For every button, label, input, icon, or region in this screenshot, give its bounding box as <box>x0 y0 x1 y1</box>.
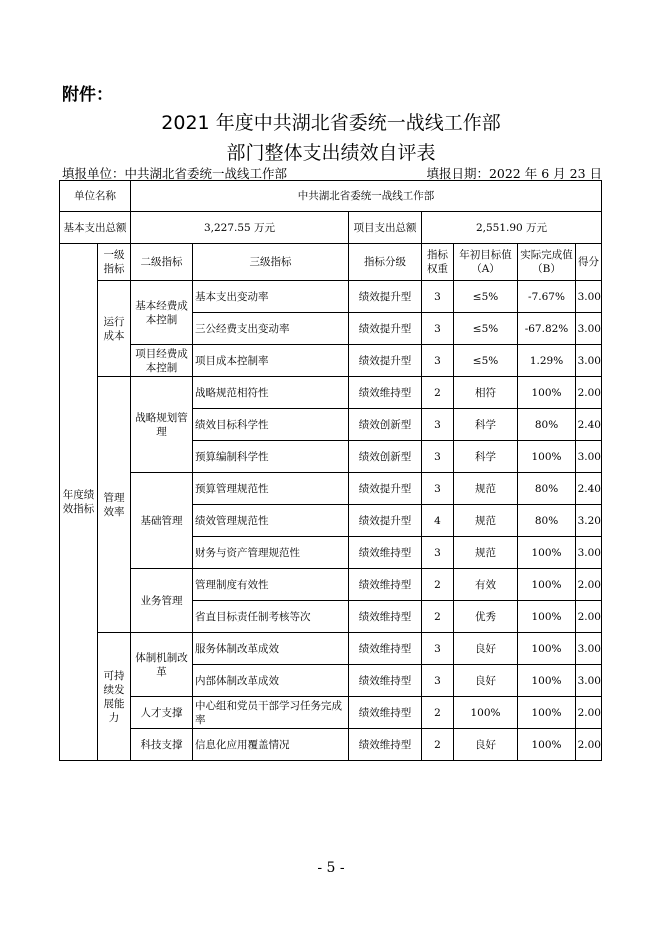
page-number: - 5 - <box>317 860 345 876</box>
group-business-management: 业务管理 <box>131 569 193 633</box>
row-11-weight: 3 <box>422 633 454 665</box>
row-6-actual: 80% <box>518 473 576 505</box>
row-9-actual: 100% <box>518 569 576 601</box>
row-9-score: 2.00 <box>576 569 602 601</box>
row-3-actual: 100% <box>518 377 576 409</box>
row-14-target: 良好 <box>454 729 518 761</box>
group-tech-support: 科技支撑 <box>131 729 193 761</box>
row-4-target: 科学 <box>454 409 518 441</box>
group-basic-management: 基础管理 <box>131 473 193 569</box>
row-14-actual: 100% <box>518 729 576 761</box>
annual-indicator-label: 年度绩效指标 <box>60 244 98 761</box>
row-0-target: ≤5% <box>454 281 518 313</box>
basic-expense-value: 3,227.55 万元 <box>131 212 349 244</box>
fill-unit: 填报单位：中共湖北省委统一战线工作部 <box>62 166 288 181</box>
row-10-score: 2.00 <box>576 601 602 633</box>
row-4-name: 绩效目标科学性 <box>193 409 349 441</box>
row-8-name: 财务与资产管理规范性 <box>193 537 349 569</box>
row-11-target: 良好 <box>454 633 518 665</box>
row-1-weight: 3 <box>422 313 454 345</box>
row-0-score: 3.00 <box>576 281 602 313</box>
row-9-weight: 2 <box>422 569 454 601</box>
row-2-weight: 3 <box>422 345 454 377</box>
row-13-score: 2.00 <box>576 697 602 729</box>
row-3-weight: 2 <box>422 377 454 409</box>
title-line-2: 部门整体支出绩效自评表 <box>226 142 436 164</box>
row-1-score: 3.00 <box>576 313 602 345</box>
row-14-score: 2.00 <box>576 729 602 761</box>
group-sustainable-development: 可持续发展能力 <box>98 633 131 761</box>
row-11-score: 3.00 <box>576 633 602 665</box>
row-7-score: 3.20 <box>576 505 602 537</box>
row-3-name: 战略规范相符性 <box>193 377 349 409</box>
row-5-score: 3.00 <box>576 441 602 473</box>
row-1-target: ≤5% <box>454 313 518 345</box>
header-actual: 实际完成值（B） <box>518 244 576 281</box>
row-13-weight: 2 <box>422 697 454 729</box>
row-13-actual: 100% <box>518 697 576 729</box>
row-0-weight: 3 <box>422 281 454 313</box>
row-12-actual: 100% <box>518 665 576 697</box>
row-8-target: 规范 <box>454 537 518 569</box>
row-9-name: 管理制度有效性 <box>193 569 349 601</box>
row-11-type: 绩效维持型 <box>349 633 422 665</box>
unit-name-value: 中共湖北省委统一战线工作部 <box>131 181 602 212</box>
row-7-actual: 80% <box>518 505 576 537</box>
row-4-actual: 80% <box>518 409 576 441</box>
row-6-type: 绩效提升型 <box>349 473 422 505</box>
row-12-type: 绩效维持型 <box>349 665 422 697</box>
row-11-name: 服务体制改革成效 <box>193 633 349 665</box>
row-14-weight: 2 <box>422 729 454 761</box>
header-target: 年初目标值（A） <box>454 244 518 281</box>
row-2-name: 项目成本控制率 <box>193 345 349 377</box>
row-7-weight: 4 <box>422 505 454 537</box>
row-2-target: ≤5% <box>454 345 518 377</box>
row-8-score: 3.00 <box>576 537 602 569</box>
row-5-target: 科学 <box>454 441 518 473</box>
group-management-efficiency: 管理效率 <box>98 377 131 633</box>
header-score: 得分 <box>576 244 602 281</box>
row-11-actual: 100% <box>518 633 576 665</box>
header-level2: 二级指标 <box>131 244 193 281</box>
row-13-target: 100% <box>454 697 518 729</box>
row-4-weight: 3 <box>422 409 454 441</box>
row-14-type: 绩效维持型 <box>349 729 422 761</box>
row-1-actual: -67.82% <box>518 313 576 345</box>
evaluation-table <box>59 180 602 761</box>
row-7-type: 绩效提升型 <box>349 505 422 537</box>
row-5-type: 绩效创新型 <box>349 441 422 473</box>
group-system-reform: 体制机制改革 <box>131 633 193 697</box>
row-10-actual: 100% <box>518 601 576 633</box>
attachment-label: 附件： <box>62 85 113 105</box>
group-talent-support: 人才支撑 <box>131 697 193 729</box>
row-0-name: 基本支出变动率 <box>193 281 349 313</box>
group-strategy-management: 战略规划管理 <box>131 377 193 473</box>
title-line-1: 2021 年度中共湖北省委统一战线工作部 <box>161 112 501 134</box>
row-10-type: 绩效维持型 <box>349 601 422 633</box>
row-12-target: 良好 <box>454 665 518 697</box>
row-12-score: 3.00 <box>576 665 602 697</box>
row-4-type: 绩效创新型 <box>349 409 422 441</box>
row-2-score: 3.00 <box>576 345 602 377</box>
fill-info-row <box>62 164 602 180</box>
header-level3: 三级指标 <box>193 244 349 281</box>
row-0-type: 绩效提升型 <box>349 281 422 313</box>
group-project-cost-control: 项目经费成本控制 <box>131 345 193 377</box>
row-6-weight: 3 <box>422 473 454 505</box>
row-7-target: 规范 <box>454 505 518 537</box>
header-weight: 指标权重 <box>422 244 454 281</box>
row-9-type: 绩效维持型 <box>349 569 422 601</box>
row-3-type: 绩效维持型 <box>349 377 422 409</box>
row-6-name: 预算管理规范性 <box>193 473 349 505</box>
row-13-name: 中心组和党员干部学习任务完成率 <box>193 697 349 729</box>
row-1-name: 三公经费支出变动率 <box>193 313 349 345</box>
basic-expense-label: 基本支出总额 <box>60 212 131 244</box>
unit-name-label: 单位名称 <box>60 181 131 212</box>
row-14-name: 信息化应用覆盖情况 <box>193 729 349 761</box>
row-2-type: 绩效提升型 <box>349 345 422 377</box>
project-expense-label: 项目支出总额 <box>349 212 422 244</box>
row-5-name: 预算编制科学性 <box>193 441 349 473</box>
row-7-name: 绩效管理规范性 <box>193 505 349 537</box>
row-12-weight: 3 <box>422 665 454 697</box>
row-13-type: 绩效维持型 <box>349 697 422 729</box>
header-type: 指标分级 <box>349 244 422 281</box>
row-6-target: 规范 <box>454 473 518 505</box>
header-level1: 一级指标 <box>98 244 131 281</box>
row-3-target: 相符 <box>454 377 518 409</box>
row-0-actual: -7.67% <box>518 281 576 313</box>
fill-date: 填报日期：2022 年 6 月 23 日 <box>426 166 602 181</box>
row-9-target: 有效 <box>454 569 518 601</box>
row-5-weight: 3 <box>422 441 454 473</box>
row-6-score: 2.40 <box>576 473 602 505</box>
row-1-type: 绩效提升型 <box>349 313 422 345</box>
row-10-weight: 2 <box>422 601 454 633</box>
row-10-target: 优秀 <box>454 601 518 633</box>
group-operating-cost: 运行成本 <box>98 281 131 377</box>
project-expense-value: 2,551.90 万元 <box>422 212 602 244</box>
row-8-weight: 3 <box>422 537 454 569</box>
row-2-actual: 1.29% <box>518 345 576 377</box>
row-5-actual: 100% <box>518 441 576 473</box>
row-8-actual: 100% <box>518 537 576 569</box>
row-3-score: 2.00 <box>576 377 602 409</box>
row-8-type: 绩效维持型 <box>349 537 422 569</box>
group-basic-cost-control: 基本经费成本控制 <box>131 281 193 345</box>
row-12-name: 内部体制改革成效 <box>193 665 349 697</box>
row-4-score: 2.40 <box>576 409 602 441</box>
row-10-name: 省直目标责任制考核等次 <box>193 601 349 633</box>
